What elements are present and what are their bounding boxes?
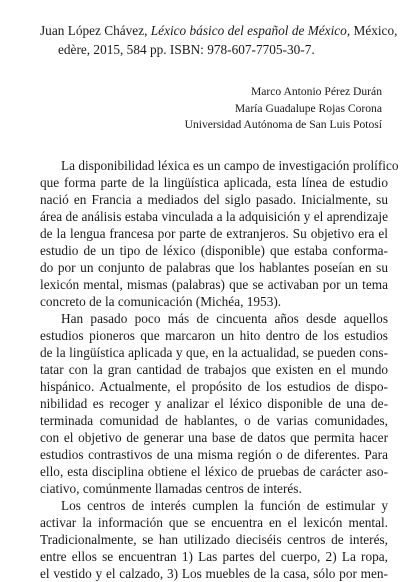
reference-book-title: Léxico básico del español de México [150, 23, 347, 38]
reference-line-1 [40, 21, 398, 40]
reference-author: Juan López Chávez, [40, 23, 151, 38]
paragraph-line: de la lingüística aplicada y que, en la actualidad, se pueden cons- [40, 345, 388, 360]
reviewer-name-2: María Guadalupe Rojas Corona [234, 101, 382, 115]
paragraph-line: tatar con la gran cantidad de trabajos que existen en el mundo [40, 362, 388, 377]
paragraph-line: concreto de la comunicación (Michéa, 1953). [40, 294, 282, 309]
reference-line-2: edère, 2015, 584 pp. ISBN: 978-607-7705-30-7. [58, 42, 315, 57]
reviewer-affiliation: Universidad Autónoma de San Luis Potosí [184, 118, 382, 131]
paragraph-line: ello, esta disciplina obtiene el léxico de pruebas de carácter aso- [40, 464, 388, 479]
paragraph-line: terminada comunidad de hablantes, o de varias comunidades, [40, 413, 388, 428]
bibliographic-reference [40, 21, 398, 59]
paragraph-2 [40, 310, 388, 497]
paragraph-line: estudios contrastivos de una misma región o de diferentes. Para [40, 447, 388, 462]
paragraph-line: el vestido y el calzado, 3) Los muebles de la casa, sólo por men- [40, 566, 388, 581]
paragraph-3 [40, 497, 388, 582]
paragraph-line: entre ellos se encuentran 1) Las partes del cuerpo, 2) La ropa, [40, 549, 388, 564]
paragraph-1 [40, 157, 399, 310]
paragraph-line: Han pasado poco más de cincuenta años desde aquellos [61, 311, 388, 326]
reviewer-name-1: Marco Antonio Pérez Durán [250, 85, 382, 98]
paragraph-line: Los centros de interés cumplen la función de estimular y [61, 498, 388, 513]
paragraph-line: estudio de un tipo de léxico (disponible) que estaba conforma- [40, 243, 388, 258]
paragraph-line: do por un conjunto de palabras que los hablantes poseían en su [40, 260, 388, 275]
reviewer-block [185, 84, 382, 134]
paragraph-line: que forma parte de la lingüística aplicada, esta línea de estudio [40, 175, 388, 190]
paragraph-line: área de análisis estaba vinculada a la adquisición y el aprendizaje [40, 209, 388, 224]
paragraph-line: nibilidad es recoger y analizar el léxico disponible de una de- [40, 396, 388, 411]
paragraph-line: activar la información que se encuentra en el lexicón mental. [40, 515, 388, 530]
paragraph-line: nació en Francia a mediados del siglo pasado. Inicialmente, su [40, 192, 388, 207]
paragraph-line: La disponibilidad léxica es un campo de investigación prolífico [61, 158, 399, 173]
review-body [40, 157, 399, 582]
reference-publisher-city: , México, [346, 23, 398, 38]
paragraph-line: hispánico. Actualmente, el propósito de los estudios de dispo- [40, 379, 388, 394]
paragraph-line: de la lengua francesa por parte de extranjeros. Su objetivo era el [40, 226, 388, 241]
paragraph-line: estudios pioneros que marcaron un hito dentro de los estudios [40, 328, 388, 343]
paragraph-line: con el objetivo de generar una base de datos que permita hacer [40, 430, 388, 445]
paragraph-line: ciativo, comúnmente llamadas centros de interés. [40, 481, 302, 496]
paragraph-line: Tradicionalmente, se han utilizado dieciséis centros de interés, [40, 532, 388, 547]
paragraph-line: lexicón mental, mismas (palabras) que se activaban por un tema [40, 277, 388, 292]
